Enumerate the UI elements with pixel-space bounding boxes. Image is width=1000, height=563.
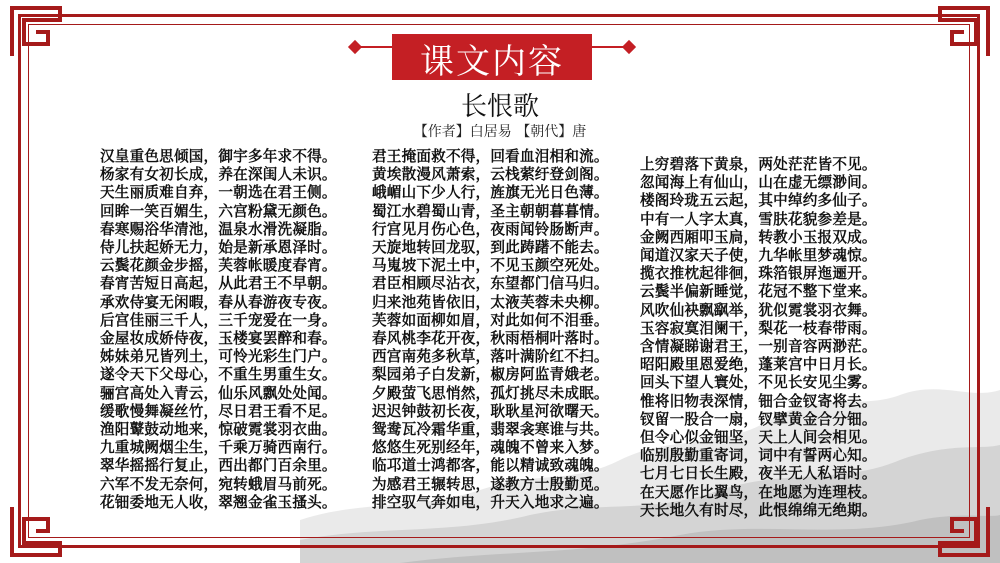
poem-line: 行宫见月伤心色，夜雨闻铃肠断声。 [372,220,609,238]
poem-line: 玉容寂寞泪阑干，梨花一枝春带雨。 [640,319,877,337]
poem-line: 君臣相顾尽沾衣，东望都门信马归。 [372,275,609,293]
poem-line: 九重城阙烟尘生，千乘万骑西南行。 [100,439,337,457]
poem-column-3 [640,156,910,520]
poem-line: 上穷碧落下黄泉，两处茫茫皆不见。 [640,156,877,173]
poem-line: 姊妹弟兄皆列土，可怜光彩生门户。 [100,348,337,366]
poem-line: 夕殿萤飞思悄然，孤灯挑尽未成眠。 [372,384,609,402]
poem-line: 骊宫高处入青云，仙乐风飘处处闻。 [100,384,337,402]
poem-line: 侍儿扶起娇无力，始是新承恩泽时。 [100,239,337,257]
poem-line: 遂令天下父母心，不重生男重生女。 [100,366,337,384]
poem-line: 鸳鸯瓦冷霜华重，翡翠衾寒谁与共。 [372,421,609,439]
poem-line: 蜀江水碧蜀山青，圣主朝朝暮暮情。 [372,202,609,220]
poem-line: 中有一人字太真，雪肤花貌参差是。 [640,210,877,228]
poem-line: 云鬓花颜金步摇，芙蓉帐暖度春宵。 [100,257,337,275]
poem-line: 君王掩面救不得，回看血泪相和流。 [372,148,609,165]
poem-line: 悠悠生死别经年，魂魄不曾来入梦。 [372,439,609,457]
poem-line: 天长地久有时尽，此恨绵绵无绝期。 [640,501,877,519]
poem-line: 惟将旧物表深情，钿合金钗寄将去。 [640,392,877,410]
poem-line: 梨园弟子白发新，椒房阿监青娥老。 [372,366,609,384]
poem-line: 缓歌慢舞凝丝竹，尽日君王看不足。 [100,402,337,420]
poem-line: 七月七日长生殿，夜半无人私语时。 [640,465,877,483]
poem-line: 天生丽质难自弃，一朝选在君王侧。 [100,184,337,202]
poem-line: 后宫佳丽三千人，三千宠爱在一身。 [100,311,337,329]
poem-line: 金阙西厢叩玉扃，转教小玉报双成。 [640,228,877,246]
poem-line: 临别殷勤重寄词，词中有誓两心知。 [640,447,877,465]
poem-line: 花钿委地无人收，翠翘金雀玉搔头。 [100,493,337,511]
poem-line: 承欢侍宴无闲暇，春从春游夜专夜。 [100,293,337,311]
poem-line: 云鬓半偏新睡觉，花冠不整下堂来。 [640,283,877,301]
poem-line: 但令心似金钿坚，天上人间会相见。 [640,429,877,447]
poem-title: 长恨歌 [460,92,539,122]
poem-line: 风吹仙袂飘飖举，犹似霓裳羽衣舞。 [640,301,877,319]
poem-line: 峨嵋山下少人行，旌旗无光日色薄。 [372,184,609,202]
poem-line: 闻道汉家天子使，九华帐里梦魂惊。 [640,247,877,265]
poem-line: 在天愿作比翼鸟，在地愿为连理枝。 [640,483,877,501]
poem-line: 春寒赐浴华清池，温泉水滑洗凝脂。 [100,220,337,238]
corner-ornament-bottom-right [936,503,992,559]
poem-line: 回头下望人寰处，不见长安见尘雾。 [640,374,877,392]
poem-line: 含情凝睇谢君王，一别音容两渺茫。 [640,338,877,356]
corner-ornament-top-left [8,4,64,60]
poem-meta: 【作者】白居易 【朝代】唐 [413,124,587,140]
poem-line: 排空驭气奔如电，升天入地求之遍。 [372,493,609,511]
poem-line: 回眸一笑百媚生，六宫粉黛无颜色。 [100,202,337,220]
poem-line: 杨家有女初长成，养在深闺人未识。 [100,166,337,184]
poem-line: 昭阳殿里恩爱绝，蓬莱宫中日月长。 [640,356,877,374]
poem-line: 马嵬坡下泥土中，不见玉颜空死处。 [372,257,609,275]
poem-column-1 [100,148,370,512]
poem-column-2 [372,148,642,512]
poem-line: 翠华摇摇行复止，西出都门百余里。 [100,457,337,475]
poem-line: 钗留一股合一扇，钗擘黄金合分钿。 [640,410,877,428]
poem-line: 楼阁玲珑五云起，其中绰约多仙子。 [640,192,877,210]
corner-ornament-top-right [936,4,992,60]
poem-line: 汉皇重色思倾国，御宇多年求不得。 [100,148,337,165]
section-banner [392,34,592,80]
poem-line: 金屋妆成娇侍夜，玉楼宴罢醉和春。 [100,330,337,348]
poem-line: 归来池苑皆依旧，太液芙蓉未央柳。 [372,293,609,311]
poem-line: 迟迟钟鼓初长夜，耿耿星河欲曙天。 [372,402,609,420]
poem-line: 渔阳鼙鼓动地来，惊破霓裳羽衣曲。 [100,421,337,439]
poem-line: 西宫南苑多秋草，落叶满阶红不扫。 [372,348,609,366]
poem-line: 揽衣推枕起徘徊，珠箔银屏迤逦开。 [640,265,877,283]
poem-line: 六军不发无奈何，宛转蛾眉马前死。 [100,475,337,493]
corner-ornament-bottom-left [8,503,64,559]
poem-line: 天旋地转回龙驭，到此踌躇不能去。 [372,239,609,257]
poem-line: 临邛道士鸿都客，能以精诚致魂魄。 [372,457,609,475]
poem-line: 芙蓉如面柳如眉，对此如何不泪垂。 [372,311,609,329]
poem-line: 为感君王辗转思，遂教方士殷勤觅。 [372,475,609,493]
poem-line: 春风桃李花开夜，秋雨梧桐叶落时。 [372,330,609,348]
section-banner-text: 课文内容 [420,42,564,80]
poem-line: 黄埃散漫风萧索，云栈萦纡登剑阁。 [372,166,609,184]
poem-line: 忽闻海上有仙山，山在虚无缥渺间。 [640,174,877,192]
poem-line: 春宵苦短日高起，从此君王不早朝。 [100,275,337,293]
